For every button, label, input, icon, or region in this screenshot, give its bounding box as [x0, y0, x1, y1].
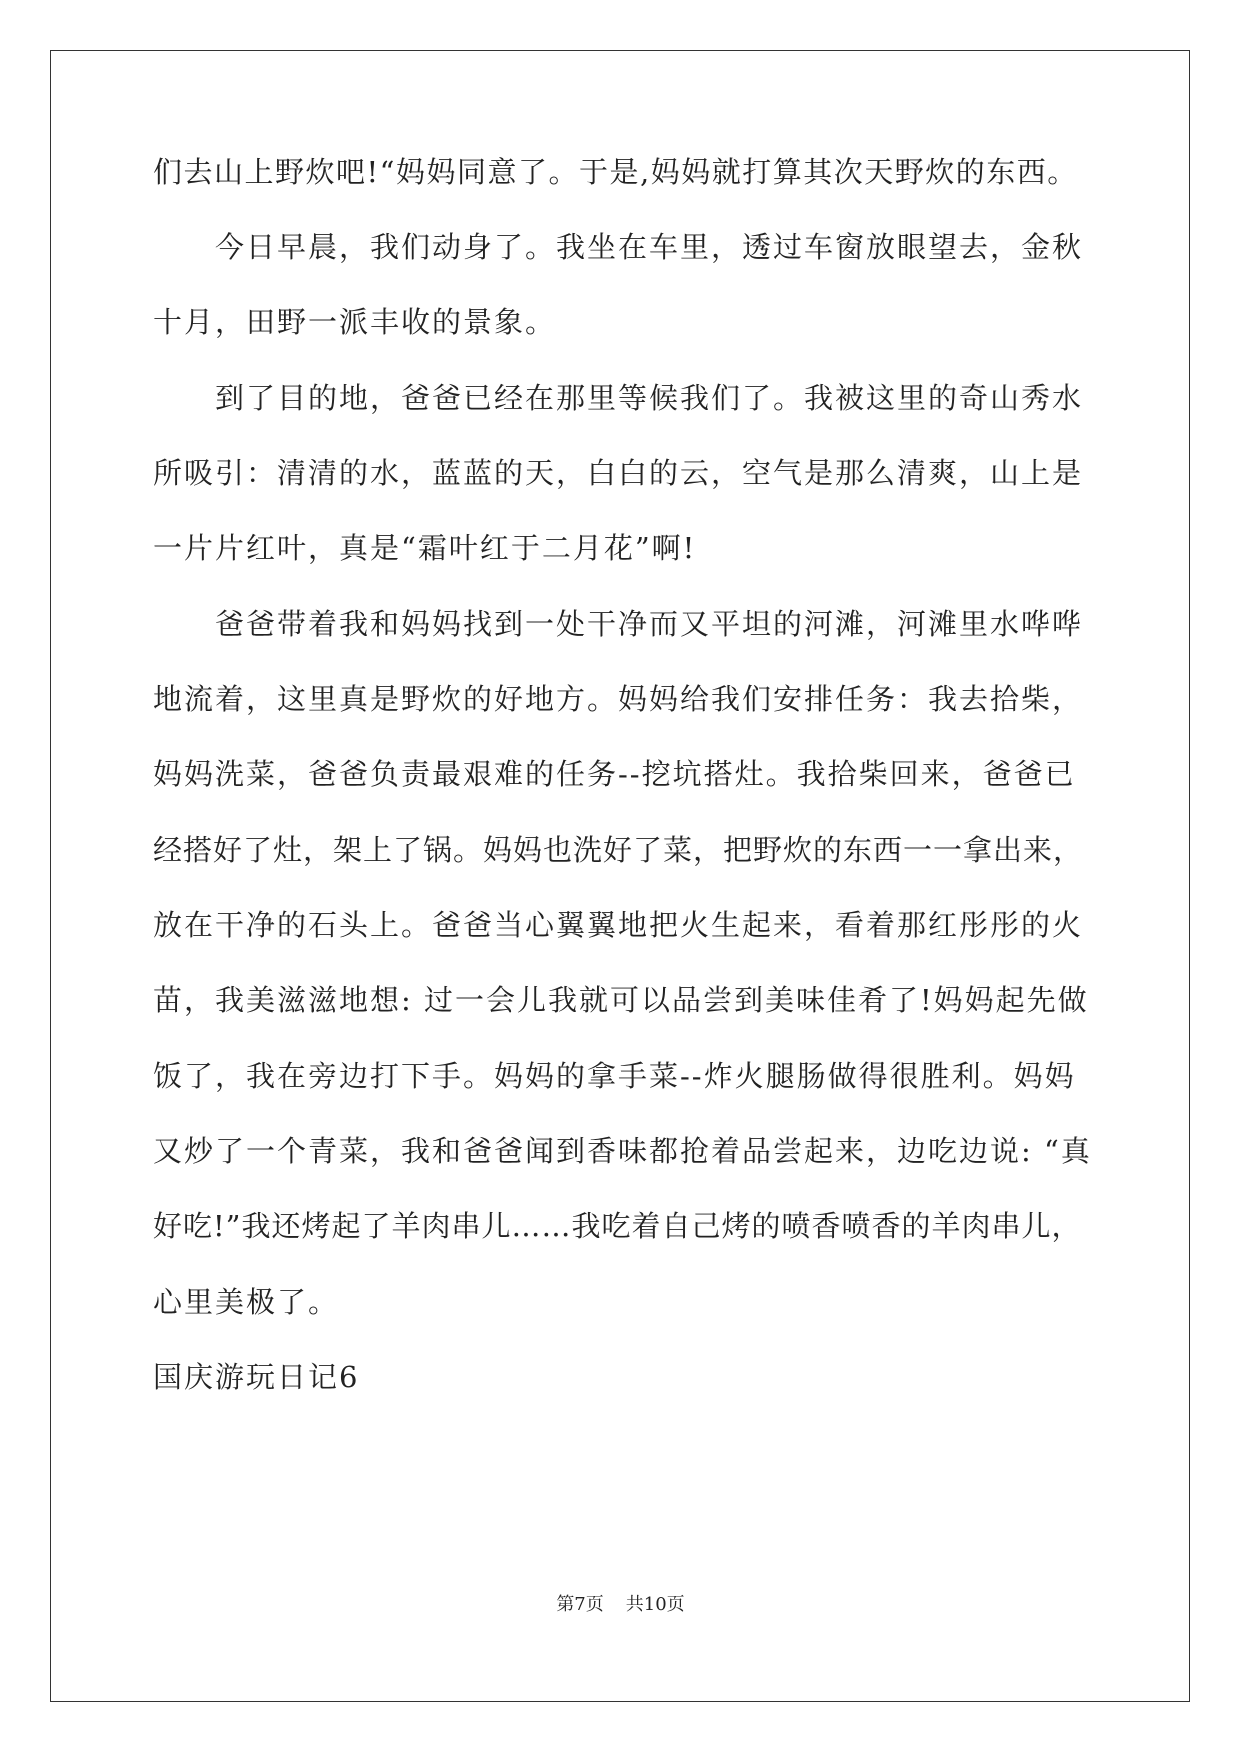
text-line: 今日早晨，我们动身了。我坐在车里，透过车窗放眼望去，金秋 [153, 230, 1084, 264]
text-line: 所吸引：清清的水，蓝蓝的天，白白的云，空气是那么清爽，山上是 [153, 456, 1084, 490]
text-line: 十月，田野一派丰收的景象。 [153, 305, 557, 339]
text-line: 放在干净的石头上。爸爸当心翼翼地把火生起来，看着那红彤彤的火 [153, 908, 1084, 942]
page-footer [0, 1593, 1241, 1617]
text-line: 地流着，这里真是野炊的好地方。妈妈给我们安排任务：我去拾柴， [153, 682, 1084, 716]
section-heading: 国庆游玩日记6 [153, 1360, 360, 1394]
text-line: 妈妈洗菜，爸爸负责最艰难的任务--挖坑搭灶。我拾柴回来，爸爸已 [153, 757, 1076, 791]
text-line: 又炒了一个青菜，我和爸爸闻到香味都抢着品尝起来，边吃边说: “真 [153, 1134, 1092, 1168]
text-line: 饭了，我在旁边打下手。妈妈的拿手菜--炸火腿肠做得很胜利。妈妈 [153, 1059, 1076, 1093]
page-number-current: 第7页 [556, 1594, 604, 1615]
text-line: 好吃!”我还烤起了羊肉串儿……我吃着自己烤的喷香喷香的羊肉串儿， [153, 1209, 1082, 1243]
text-line: 到了目的地，爸爸已经在那里等候我们了。我被这里的奇山秀水 [153, 381, 1084, 415]
text-line: 心里美极了。 [153, 1285, 340, 1319]
text-line: 经搭好了灶，架上了锅。妈妈也洗好了菜，把野炊的东西一一拿出来， [153, 833, 1084, 867]
page-number-total: 共10页 [625, 1594, 685, 1615]
text-line: 们去山上野炊吧!“妈妈同意了。于是,妈妈就打算其次天野炊的东西。 [153, 155, 1078, 189]
text-line: 苗，我美滋滋地想: 过一会儿我就可以品尝到美味佳肴了!妈妈起先做 [153, 983, 1089, 1017]
page-border [50, 50, 1190, 1702]
text-line: 爸爸带着我和妈妈找到一处干净而又平坦的河滩，河滩里水哗哗 [153, 607, 1084, 641]
text-line: 一片片红叶，真是“霜叶红于二月花”啊! [153, 531, 697, 565]
